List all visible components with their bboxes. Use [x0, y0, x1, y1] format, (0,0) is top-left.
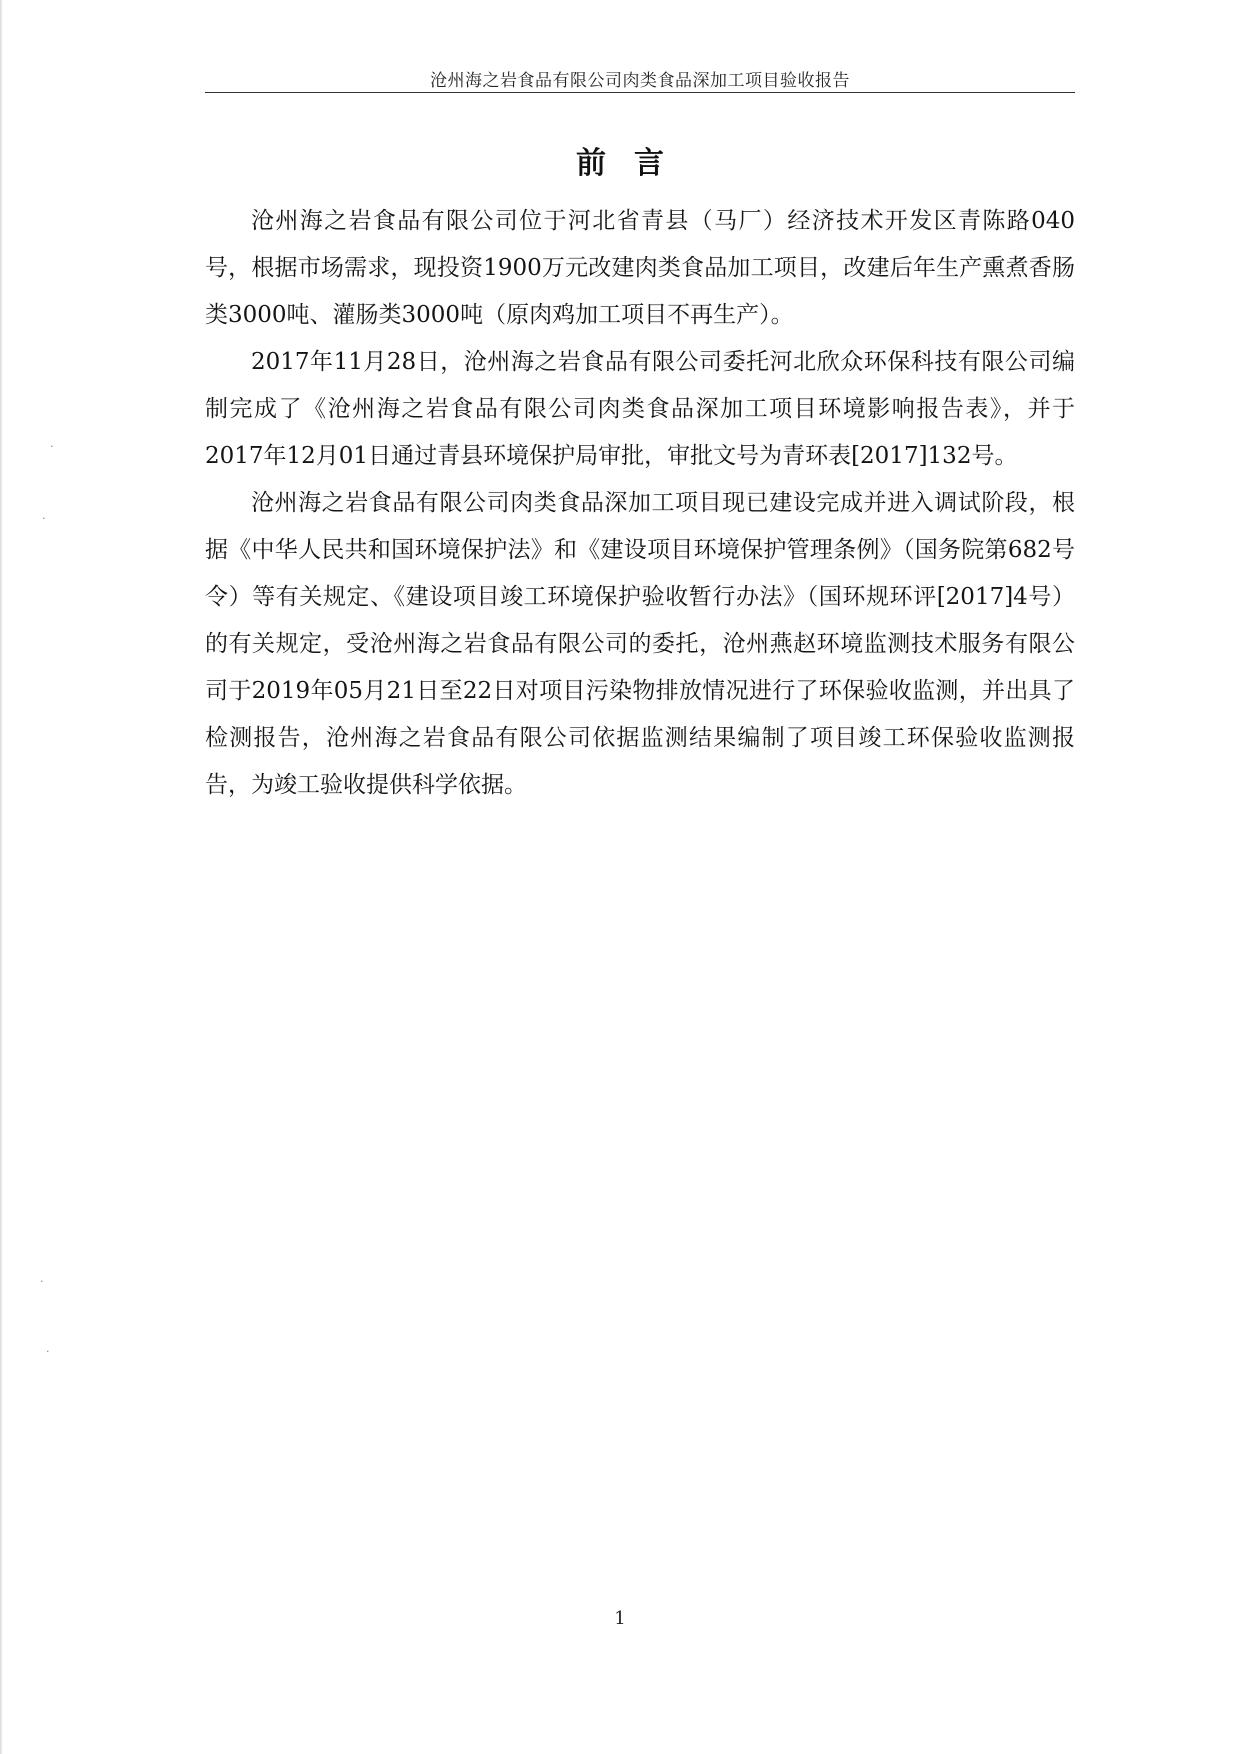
scan-artifact-mark: ·	[42, 512, 46, 525]
paragraph-project-overview: 沧州海之岩食品有限公司位于河北省青县（马厂）经济技术开发区青陈路040号，根据市场需求，现投资1900万元改建肉类食品加工项目，改建后年生产熏煮香肠类3000吨、灌肠类3000吨（原肉鸡加工项目不再生产）。	[205, 208, 1075, 328]
page-number: 1	[614, 1608, 626, 1629]
header-rule	[205, 92, 1075, 93]
paragraph-eia-approval: 2017年11月28日，沧州海之岩食品有限公司委托河北欣众环保科技有限公司编制完成了《沧州海之岩食品有限公司肉类食品深加工项目环境影响报告表》，并于2017年12月01日通过青县环境保护局审批，审批文号为青环表[2017]132号。	[205, 349, 1075, 469]
scan-artifact-mark: ·	[46, 1345, 50, 1358]
paragraph-acceptance-monitoring: 沧州海之岩食品有限公司肉类食品深加工项目现已建设完成并进入调试阶段，根据《中华人民共和国环境保护法》和《建设项目环境保护管理条例》（国务院第682号令）等有关规定、《建设项目竣工环境保护验收暂行办法》（国环规环评[2017]4号）的有关规定，受沧州海之岩食品有限公司的委托，沧州燕赵环境监测技术服务有限公司于2019年05月21日至22日对项目污染物排放情况进行了环保验收监测，并出具了检测报告，沧州海之岩食品有限公司依据监测结果编制了项目竣工环保验收监测报告，为竣工验收提供科学依据。	[205, 490, 1075, 798]
page-title: 前言	[576, 146, 692, 181]
scan-edge-shadow	[0, 0, 3, 1754]
body-text	[205, 198, 1075, 809]
running-header: 沧州海之岩食品有限公司肉类食品深加工项目验收报告	[430, 71, 850, 91]
scan-artifact-mark: ·	[40, 1275, 44, 1288]
scan-artifact-mark: ·	[50, 440, 54, 453]
